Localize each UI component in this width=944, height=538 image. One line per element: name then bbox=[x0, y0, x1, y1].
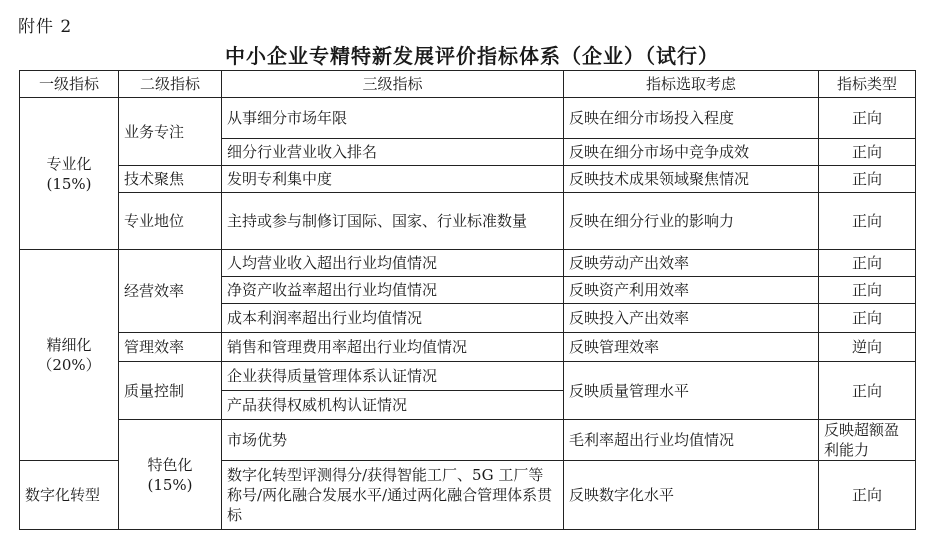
level3-cell: 净资产收益率超出行业均值情况 bbox=[222, 277, 564, 304]
level2-cell: 管理效率 bbox=[119, 333, 222, 362]
header-reason: 指标选取考虑 bbox=[564, 71, 819, 98]
level1-cell bbox=[119, 420, 222, 530]
level1-name: 精细化 bbox=[46, 336, 92, 354]
table-row bbox=[20, 250, 916, 277]
level2-cell: 专业地位 bbox=[119, 193, 222, 250]
table-row bbox=[20, 420, 916, 461]
table-header-row bbox=[20, 71, 916, 98]
table-row bbox=[20, 193, 916, 250]
document-title: 中小企业专精特新发展评价指标体系（企业）（试行） bbox=[225, 44, 719, 68]
attachment-label: 附件 2 bbox=[18, 17, 73, 37]
reason-cell: 反映在细分市场中竞争成效 bbox=[564, 139, 819, 166]
level3-cell: 成本利润率超出行业均值情况 bbox=[222, 304, 564, 333]
type-cell: 正向 bbox=[819, 166, 916, 193]
level1-name: 特色化 bbox=[147, 455, 193, 474]
level2-cell: 市场优势 bbox=[222, 420, 564, 461]
level1-weight: （20%） bbox=[37, 356, 101, 374]
reason-cell: 反映超额盈利能力 bbox=[819, 420, 916, 461]
level2-cell: 技术聚焦 bbox=[119, 166, 222, 193]
level3-cell: 数字化转型评测得分/获得智能工厂、5G 工厂等称号/两化融合发展水平/通过两化融合管理体系贯标 bbox=[222, 461, 564, 530]
reason-cell: 反映投入产出效率 bbox=[564, 304, 819, 333]
type-cell: 正向 bbox=[819, 193, 916, 250]
level3-cell: 细分行业营业收入排名 bbox=[222, 139, 564, 166]
reason-cell: 反映管理效率 bbox=[564, 333, 819, 362]
level1-cell bbox=[20, 98, 119, 250]
level3-cell: 产品获得权威机构认证情况 bbox=[222, 391, 564, 420]
type-cell: 正向 bbox=[819, 98, 916, 139]
level1-name: 专业化 bbox=[46, 154, 92, 173]
reason-cell: 反映技术成果领域聚焦情况 bbox=[564, 166, 819, 193]
level1-weight: (15%) bbox=[46, 174, 92, 193]
level3-cell: 毛利率超出行业均值情况 bbox=[564, 420, 819, 461]
header-level1: 一级指标 bbox=[20, 71, 119, 98]
table-row bbox=[20, 166, 916, 193]
header-type: 指标类型 bbox=[819, 71, 916, 98]
type-cell: 逆向 bbox=[819, 333, 916, 362]
reason-cell: 反映劳动产出效率 bbox=[564, 250, 819, 277]
level2-cell: 数字化转型 bbox=[20, 461, 119, 530]
level2-cell: 质量控制 bbox=[119, 362, 222, 420]
table-row bbox=[20, 98, 916, 139]
table-row bbox=[20, 362, 916, 391]
reason-cell: 反映在细分行业的影响力 bbox=[564, 193, 819, 250]
type-cell: 正向 bbox=[819, 250, 916, 277]
level1-cell bbox=[20, 250, 119, 461]
table-row bbox=[20, 333, 916, 362]
level2-cell: 业务专注 bbox=[119, 98, 222, 166]
type-cell: 正向 bbox=[819, 362, 916, 420]
level2-cell: 经营效率 bbox=[119, 250, 222, 333]
level1-weight: (15%) bbox=[147, 475, 193, 494]
level3-cell: 销售和管理费用率超出行业均值情况 bbox=[222, 333, 564, 362]
header-level3: 三级指标 bbox=[222, 71, 564, 98]
reason-cell: 反映在细分市场投入程度 bbox=[564, 98, 819, 139]
level3-cell: 从事细分市场年限 bbox=[222, 98, 564, 139]
type-cell: 正向 bbox=[819, 461, 916, 530]
level3-cell: 人均营业收入超出行业均值情况 bbox=[222, 250, 564, 277]
level3-cell: 发明专利集中度 bbox=[222, 166, 564, 193]
type-cell: 正向 bbox=[819, 304, 916, 333]
reason-cell: 反映资产利用效率 bbox=[564, 277, 819, 304]
indicator-table bbox=[19, 70, 916, 530]
level3-cell: 主持或参与制修订国际、国家、行业标准数量 bbox=[222, 193, 564, 250]
reason-cell: 反映质量管理水平 bbox=[564, 362, 819, 420]
type-cell: 正向 bbox=[819, 277, 916, 304]
reason-cell: 反映数字化水平 bbox=[564, 461, 819, 530]
type-cell: 正向 bbox=[819, 139, 916, 166]
header-level2: 二级指标 bbox=[119, 71, 222, 98]
level3-cell: 企业获得质量管理体系认证情况 bbox=[222, 362, 564, 391]
